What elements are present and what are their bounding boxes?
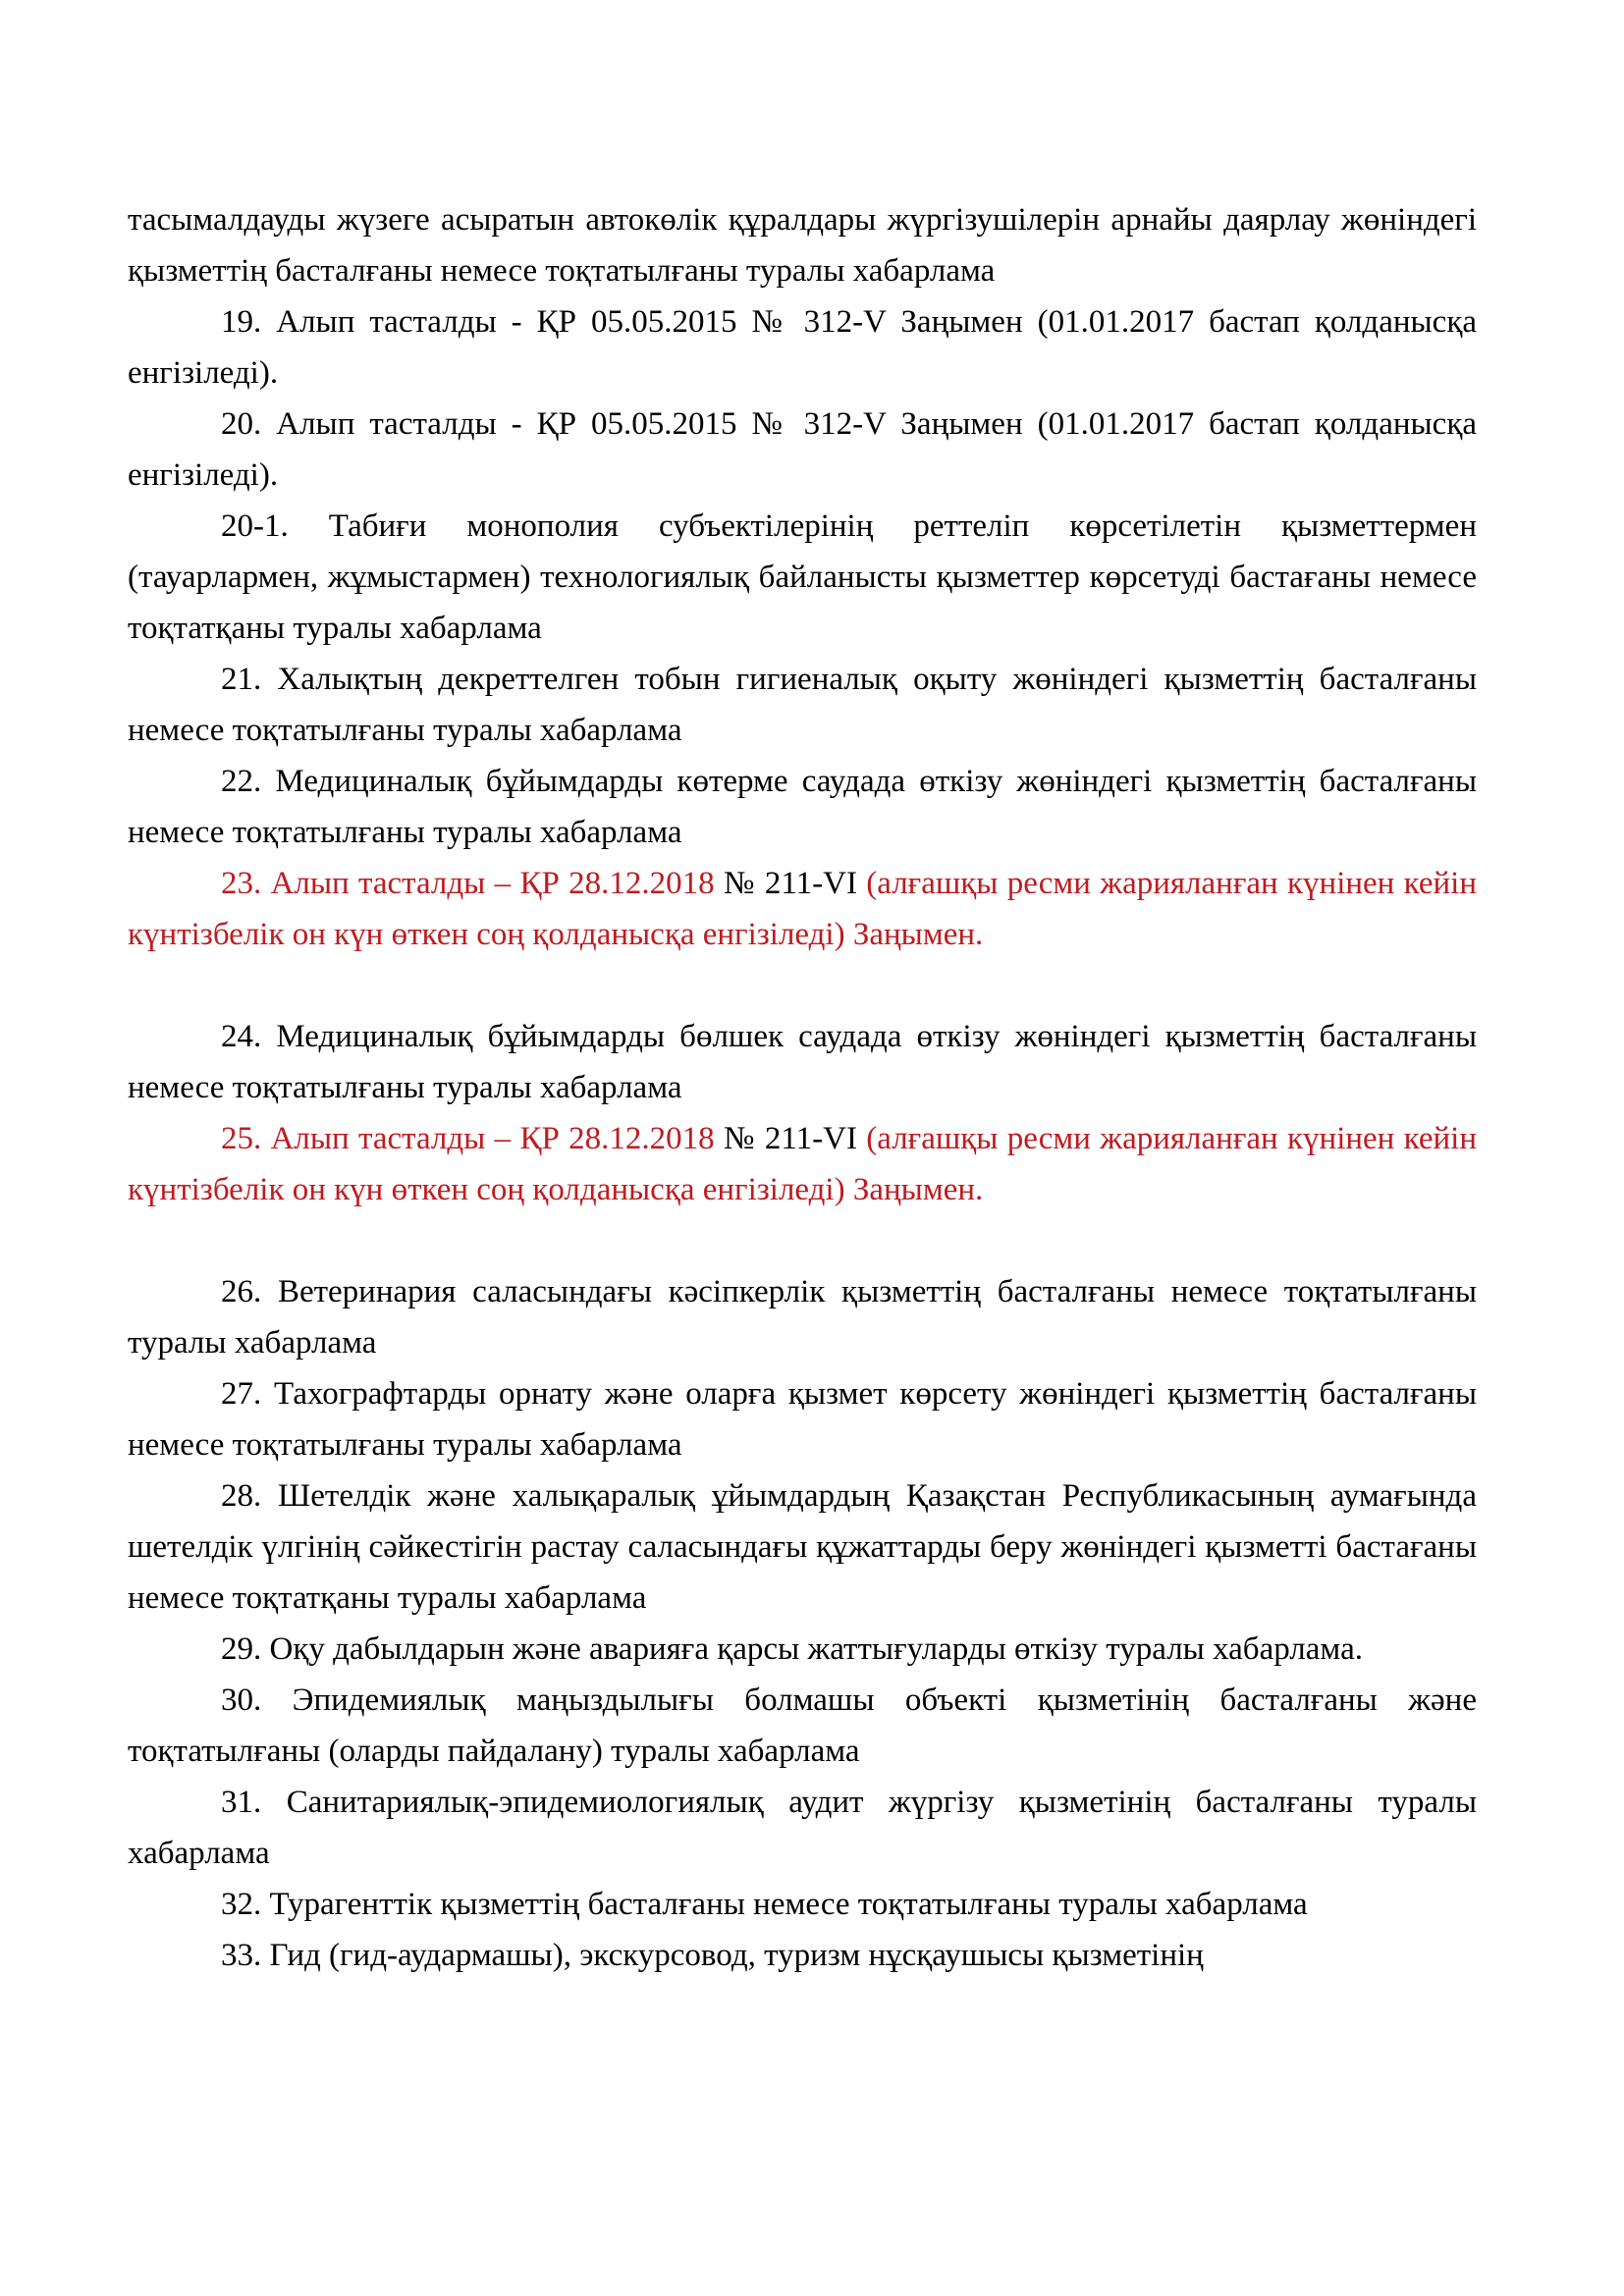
paragraph xyxy=(128,756,1477,858)
text-run: № 211-VI xyxy=(723,866,867,901)
text-run: 33. Гид (гид-аудармашы), экскурсовод, туризм нұсқаушысы қызметінің xyxy=(221,1938,1204,1973)
text-run: 28. Шетелдік және халықаралық ұйымдардың Қазақстан Республикасының аумағында шетелдік үлгінің сәйкестігін растау саласындағы құжаттарды беру жөніндегі қызметті бастағаны немесе тоқтатқаны туралы хабарлама xyxy=(128,1478,1477,1616)
paragraph xyxy=(128,654,1477,756)
paragraph xyxy=(128,1266,1477,1368)
paragraph xyxy=(128,1113,1477,1215)
paragraph xyxy=(128,296,1477,399)
paragraph xyxy=(128,1624,1477,1675)
paragraph xyxy=(128,858,1477,960)
text-run: 27. Тахографтарды орнату және оларға қызмет көрсету жөніндегі қызметтің басталғаны немесе тоқтатылғаны туралы хабарлама xyxy=(128,1376,1477,1463)
paragraph xyxy=(128,194,1477,296)
text-run: 20. Алып тасталды - ҚР 05.05.2015 № 312-V Заңымен (01.01.2017 бастап қолданысқа енгізіледі). xyxy=(128,406,1477,493)
paragraph xyxy=(128,1777,1477,1879)
paragraph xyxy=(128,1011,1477,1113)
text-run: тасымалдауды жүзеге асыратын автокөлік құралдары жүргізушілерін арнайы даярлау жөніндегі қызметтің басталғаны немесе тоқтатылғаны туралы хабарлама xyxy=(128,202,1477,289)
text-run: 19. Алып тасталды - ҚР 05.05.2015 № 312-V Заңымен (01.01.2017 бастап қолданысқа енгізіледі). xyxy=(128,304,1477,391)
paragraph xyxy=(128,1930,1477,1981)
document-body xyxy=(128,194,1477,1981)
paragraph xyxy=(128,1368,1477,1470)
paragraph xyxy=(128,399,1477,501)
text-run: 30. Эпидемиялық маңыздылығы болмашы объекті қызметінің басталғаны және тоқтатылғаны (оларды пайдалану) туралы хабарлама xyxy=(128,1682,1477,1769)
paragraph xyxy=(128,1470,1477,1624)
paragraph xyxy=(128,1675,1477,1777)
paragraph xyxy=(128,501,1477,654)
text-run: 21. Халықтың декреттелген тобын гигиеналық оқыту жөніндегі қызметтің басталғаны немесе тоқтатылғаны туралы хабарлама xyxy=(128,662,1477,748)
text-run: 25. Алып тасталды – ҚР 28.12.2018 xyxy=(221,1121,724,1156)
text-run: 26. Ветеринария саласындағы кәсіпкерлік қызметтің басталғаны немесе тоқтатылғаны туралы хабарлама xyxy=(128,1274,1477,1361)
text-run: 24. Медициналық бұйымдарды бөлшек саудада өткізу жөніндегі қызметтің басталғаны немесе тоқтатылғаны туралы хабарлама xyxy=(128,1019,1477,1105)
text-run: 32. Турагенттік қызметтің басталғаны немесе тоқтатылғаны туралы хабарлама xyxy=(221,1887,1308,1922)
text-run: 31. Санитариялық-эпидемиологиялық аудит жүргізу қызметінің басталғаны туралы хабарлама xyxy=(128,1785,1477,1871)
text-run: (алғашқы ресми жарияланған күнінен кейін күнтізбелік он күн өткен соң қолданысқа енгізіледі) Заңымен. xyxy=(128,1121,1477,1207)
text-run: 23. Алып тасталды – ҚР 28.12.2018 xyxy=(221,866,724,901)
text-run: № 211-VI xyxy=(723,1121,867,1156)
paragraph xyxy=(128,1879,1477,1930)
text-run: 29. Оқу дабылдарын және аварияға қарсы жаттығуларды өткізу туралы хабарлама. xyxy=(221,1631,1363,1667)
text-run: 20-1. Табиғи монополия субъектілерінің реттеліп көрсетілетін қызметтермен (тауарлармен, жұмыстармен) технологиялық байланысты қызметтер көрсетуді бастағаны немесе тоқтатқаны туралы хабарлама xyxy=(128,508,1477,646)
text-run: (алғашқы ресми жарияланған күнінен кейін күнтізбелік он күн өткен соң қолданысқа енгізіледі) Заңымен. xyxy=(128,866,1477,952)
text-run: 22. Медициналық бұйымдарды көтерме саудада өткізу жөніндегі қызметтің басталғаны немесе тоқтатылғаны туралы хабарлама xyxy=(128,764,1477,850)
